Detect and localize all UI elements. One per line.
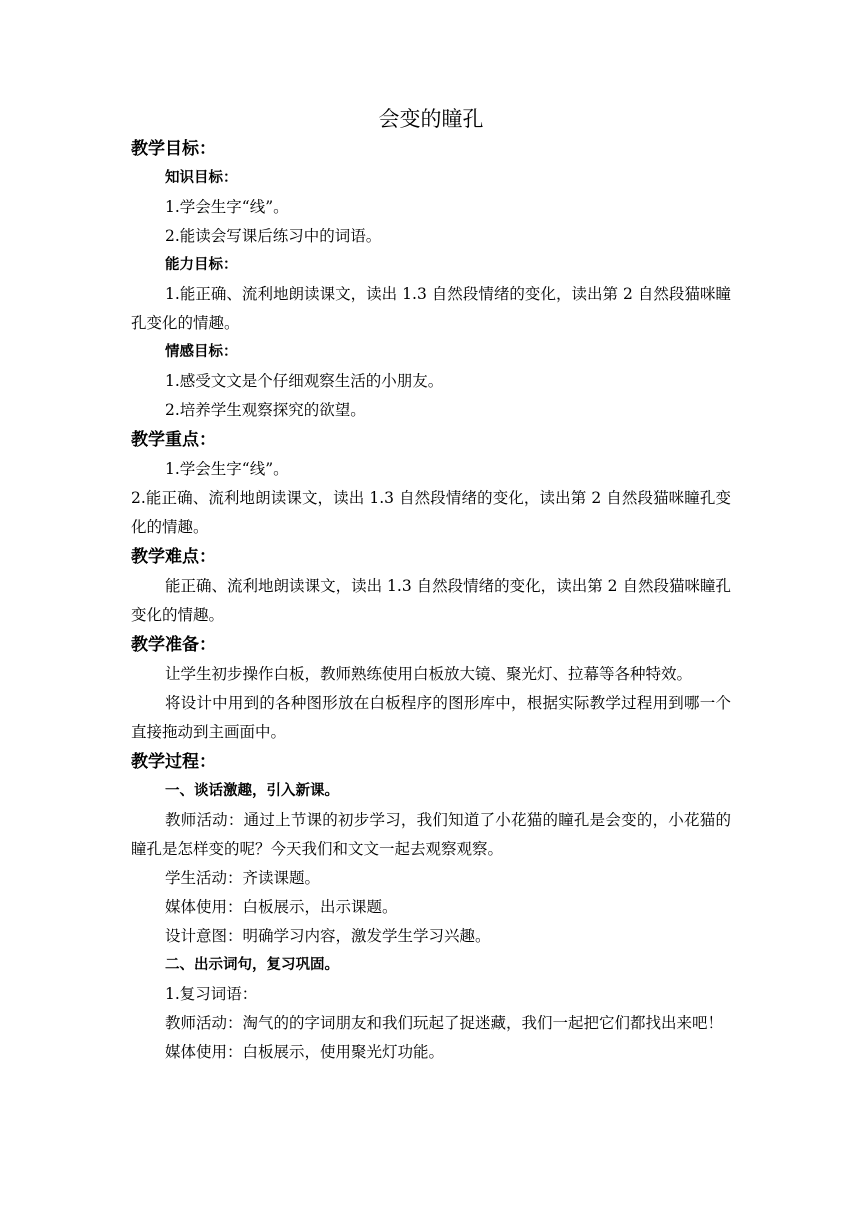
process-step-item: 学生活动：齐读课题。 [165,869,321,887]
difficulties-heading: 教学难点： [131,547,216,567]
key-point-item: 2.能正确、流利地朗读课文，读出 1.3 自然段情绪的变化，读出第 2 自然段猫咪瞳孔变化的情趣。 [131,489,731,536]
process-heading: 教学过程： [131,752,216,772]
knowledge-objective-item: 1.学会生字“线”。 [165,198,289,216]
knowledge-objective-item: 2.能读会写课后练习中的词语。 [165,227,382,245]
key-point-item: 1.学会生字“线”。 [165,460,289,478]
difficulties-text: 能正确、流利地朗读课文，读出 1.3 自然段情绪的变化，读出第 2 自然段猫咪瞳孔变化的情趣。 [131,577,731,624]
ability-objective-label: 能力目标： [165,257,238,273]
document-content [131,104,731,1067]
knowledge-objective-label: 知识目标： [165,170,238,186]
preparation-heading: 教学准备： [131,635,216,655]
preparation-item: 将设计中用到的各种图形放在白板程序的图形库中，根据实际教学过程用到哪一个直接拖动到主画面中。 [131,694,731,741]
document-title: 会变的瞳孔 [378,107,484,131]
process-step-item: 媒体使用：白板展示，使用聚光灯功能。 [165,1043,445,1061]
preparation-item: 让学生初步操作白板，教师熟练使用白板放大镜、聚光灯、拉幕等各种特效。 [165,665,693,683]
emotion-objective-item: 1.感受文文是个仔细观察生活的小朋友。 [165,372,444,390]
process-step-item: 教师活动：淘气的的字词朋友和我们玩起了捉迷藏，我们一起把它们都找出来吧！ [165,1014,724,1032]
emotion-objective-label: 情感目标： [165,344,238,360]
process-step-item: 设计意图：明确学习内容，激发学生学习兴趣。 [165,927,491,945]
process-step-title: 二、出示词句，复习巩固。 [165,957,339,973]
key-points-heading: 教学重点： [131,430,216,450]
ability-objective-item: 1.能正确、流利地朗读课文，读出 1.3 自然段情绪的变化，读出第 2 自然段猫咪瞳孔变化的情趣。 [131,285,731,332]
process-step-title: 一、谈话激趣，引入新课。 [165,783,339,799]
process-step-item: 教师活动：通过上节课的初步学习，我们知道了小花猫的瞳孔是会变的，小花猫的瞳孔是怎样变的呢？今天我们和文文一起去观察观察。 [131,811,731,858]
emotion-objective-item: 2.培养学生观察探究的欲望。 [165,401,366,419]
objectives-heading: 教学目标： [131,139,216,159]
process-step-item: 1.复习词语： [165,985,258,1003]
process-step-item: 媒体使用：白板展示，出示课题。 [165,898,398,916]
